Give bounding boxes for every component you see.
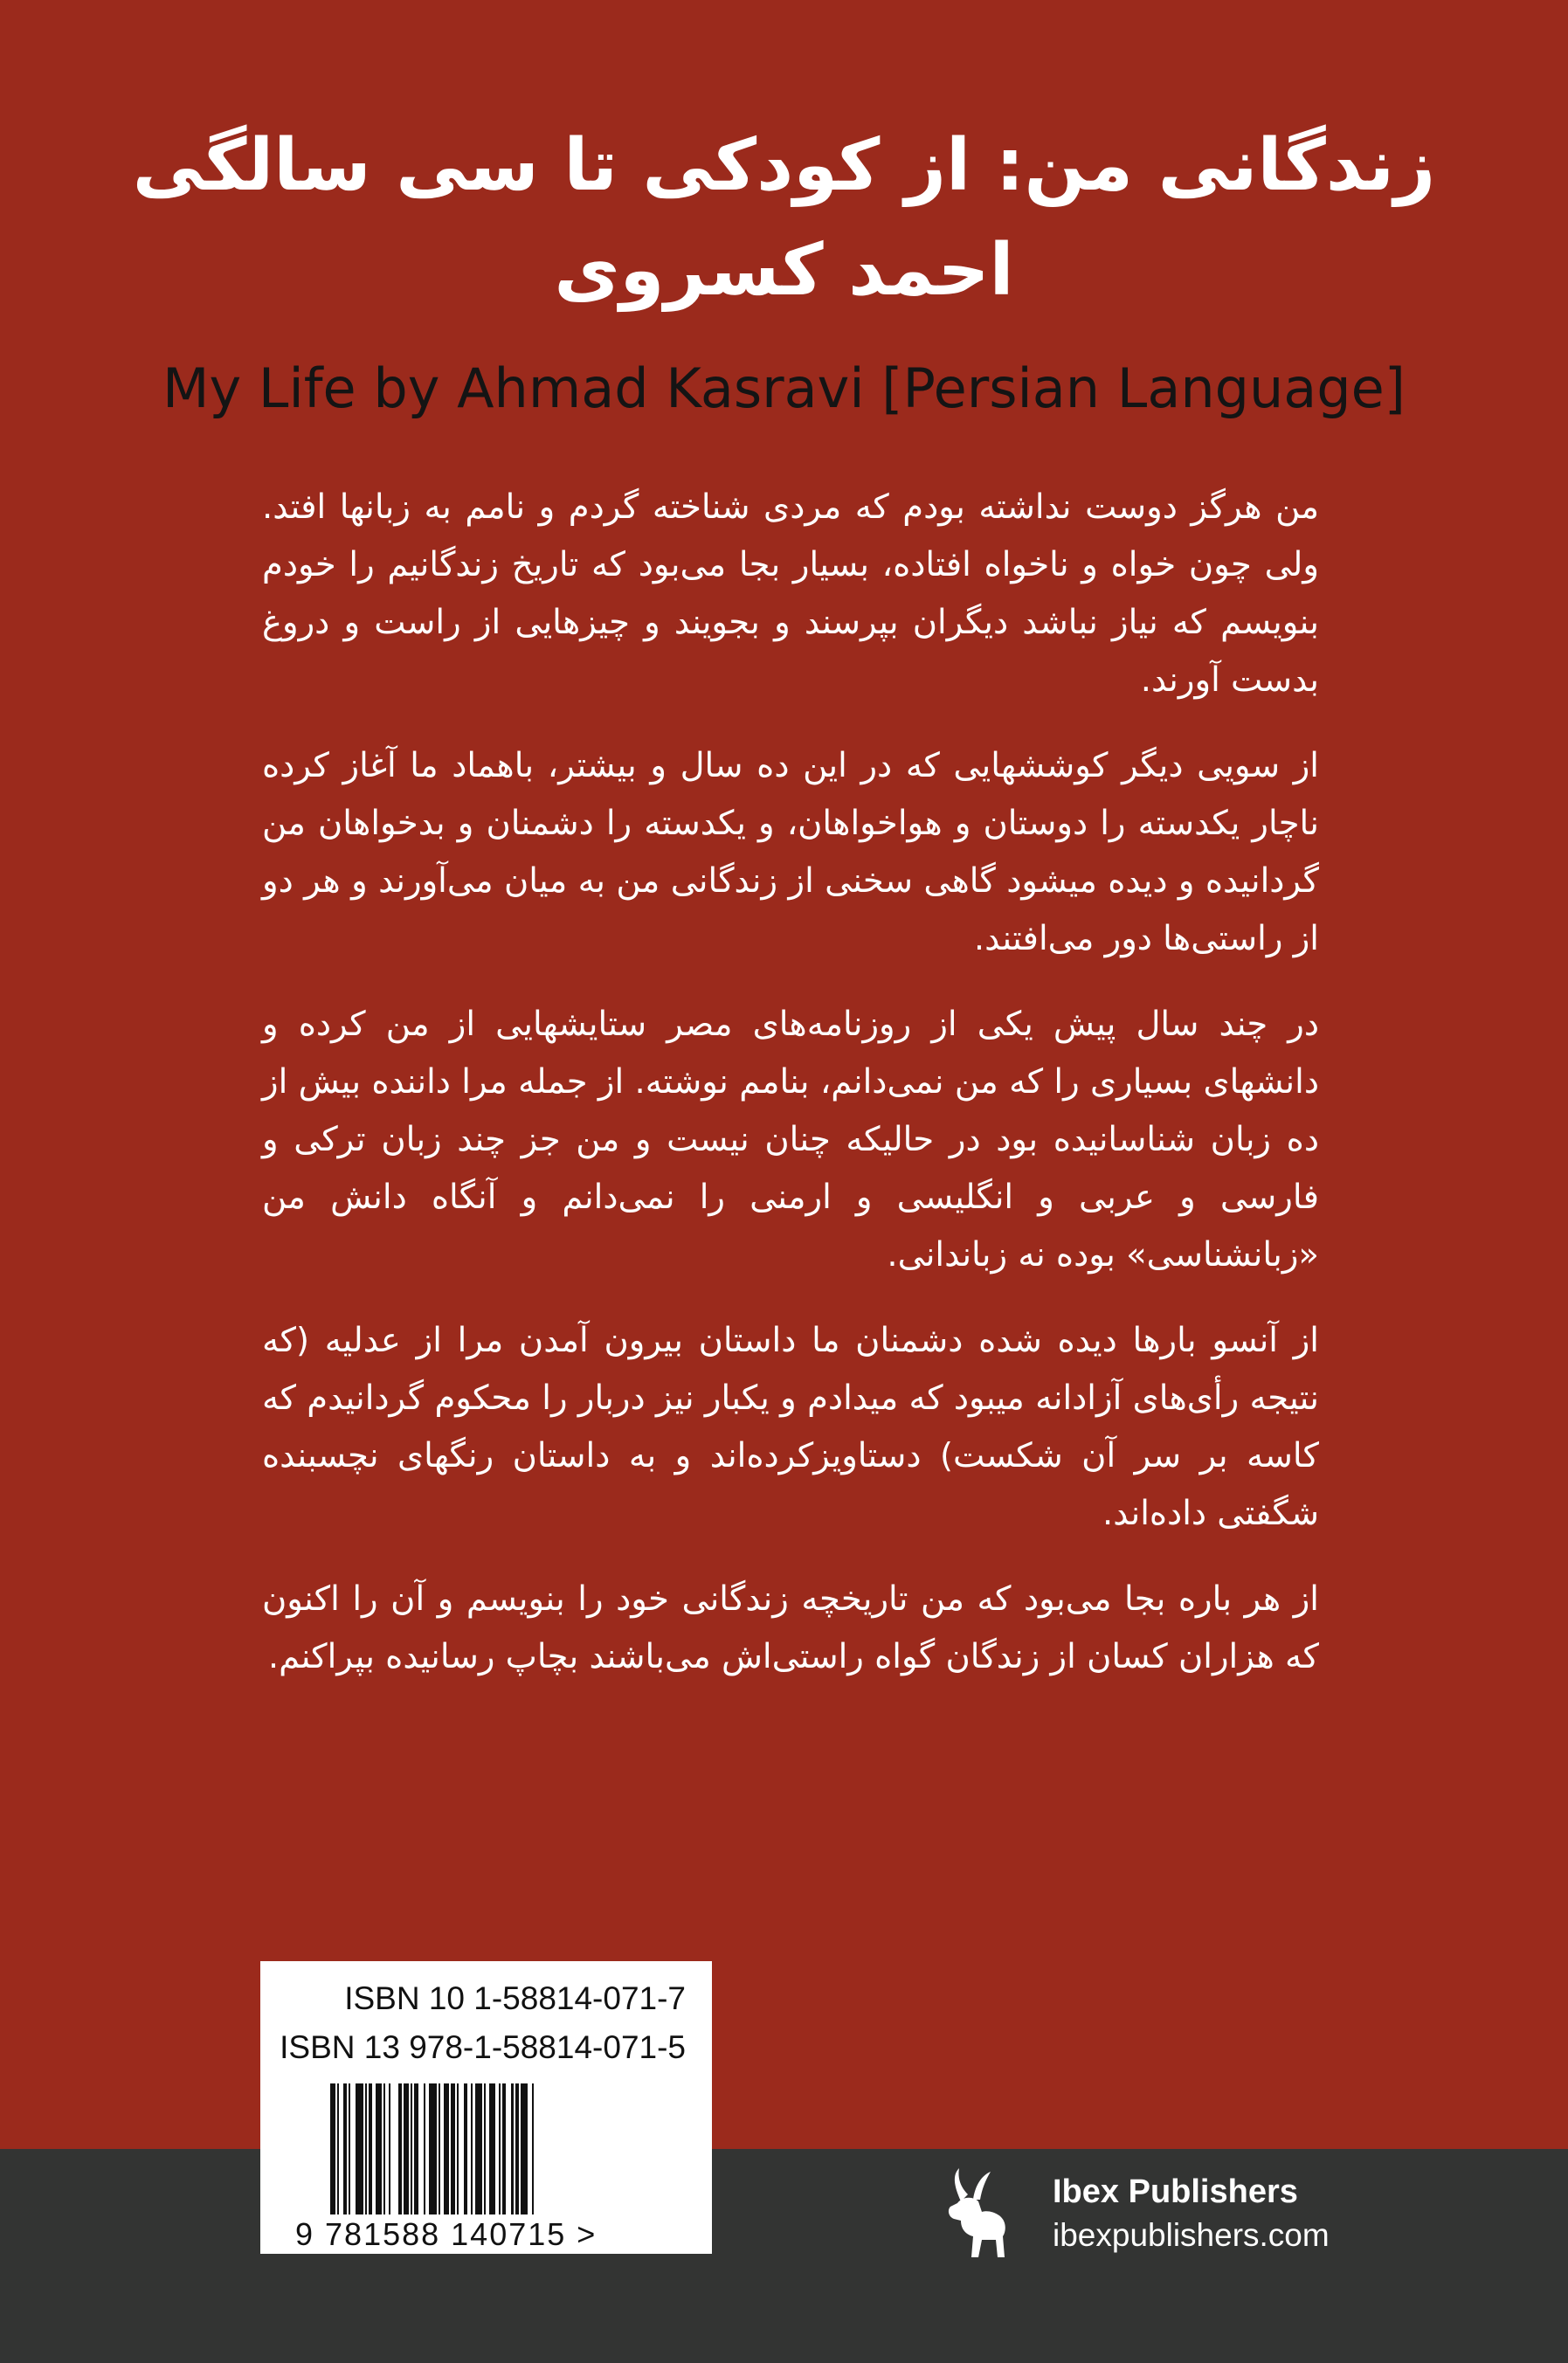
barcode-bar xyxy=(429,2083,436,2214)
ibex-logo-icon xyxy=(935,2166,1013,2263)
author-name: احمد کسروی xyxy=(554,229,1014,312)
blurb-paragraph: از آنسو بارها دیده شده دشمنان ما داستان بیرون آمدن مرا از عدلیه (که نتیجه رأی‌های آزادانه میبود که میدادم و یکبار نیز دربار را محکوم گردانیدم که کاسه بر سر آن شکست) دستاویزکرده‌اند و به داستان رنگهای نچسبنده شگفتی داده‌اند. xyxy=(262,1321,1319,1533)
barcode-bar xyxy=(534,2083,539,2214)
back-cover-blurb xyxy=(262,479,1319,1714)
publisher-url[interactable]: ibexpublishers.com xyxy=(1053,2217,1330,2253)
barcode-bar xyxy=(356,2083,363,2214)
blurb-paragraph: از سویی دیگر کوششهایی که در این ده سال و بیشتر، باهماد ما آغاز کرده ناچار یکدسته را دوستان و هواخواهان، و یکدسته را دشمنان و بدخواهان من گردانیده و دیده میشود گاهی سخنی از زندگانی من به میان می‌آورند و هر دو از راستی‌ها دور می‌افتند. xyxy=(262,746,1319,958)
blurb-paragraph: در چند سال پیش یکی از روزنامه‌های مصر ستایشهایی از من کرده و دانشهای بسیاری را که من نمی‌دانم، بنامم نوشته. از جمله مرا داننده بیش از ده زبان شناسانیده بود در حالیکه چنان نیست و من جز چند زبان ترکی و فارسی و عربی و انگلیسی و ارمنی را نمی‌دانم و آنگاه دانش من «زبانشناسی» بوده نه زباندانی. xyxy=(262,1005,1319,1275)
barcode-bar xyxy=(475,2083,482,2214)
isbn-13: ISBN 13 978-1-58814-071-5 xyxy=(280,2029,686,2065)
barcode-bar xyxy=(521,2083,528,2214)
publisher-name: Ibex Publishers xyxy=(1053,2173,1298,2210)
publisher-block xyxy=(935,2166,1337,2263)
blurb-paragraph: از هر باره بجا می‌بود که من تاریخچه زندگانی خود را بنویسم و آن را اکنون که هزاران کسان از زندگان گواه راستی‌اش می‌باشند بچاپ رسانیده بپراکنم. xyxy=(262,1579,1319,1676)
barcode-bar xyxy=(390,2083,397,2214)
title-block xyxy=(131,114,1437,323)
barcode xyxy=(330,2083,680,2214)
book-title: زندگانی من: از کودکی تا سی سالگی xyxy=(132,124,1436,207)
blurb-paragraph: من هرگز دوست نداشته بودم که مردی شناخته گردم و نامم به زبانها افتد. ولی چون خواه و ناخواه افتاده، بسیار بجا می‌بود که تاریخ زندگانیم را خودم بنویسم که نیاز نباشد دیگران بپرسند و بجویند و چیزهایی از راست و دروغ بدست آورند. xyxy=(262,487,1319,700)
isbn-box xyxy=(260,1961,712,2254)
isbn-10: ISBN 10 1-58814-071-7 xyxy=(344,1980,686,2016)
barcode-digits: 9 781588 140715 > xyxy=(295,2216,597,2252)
english-subtitle: My Life by Ahmad Kasravi [Persian Language] xyxy=(162,356,1406,420)
